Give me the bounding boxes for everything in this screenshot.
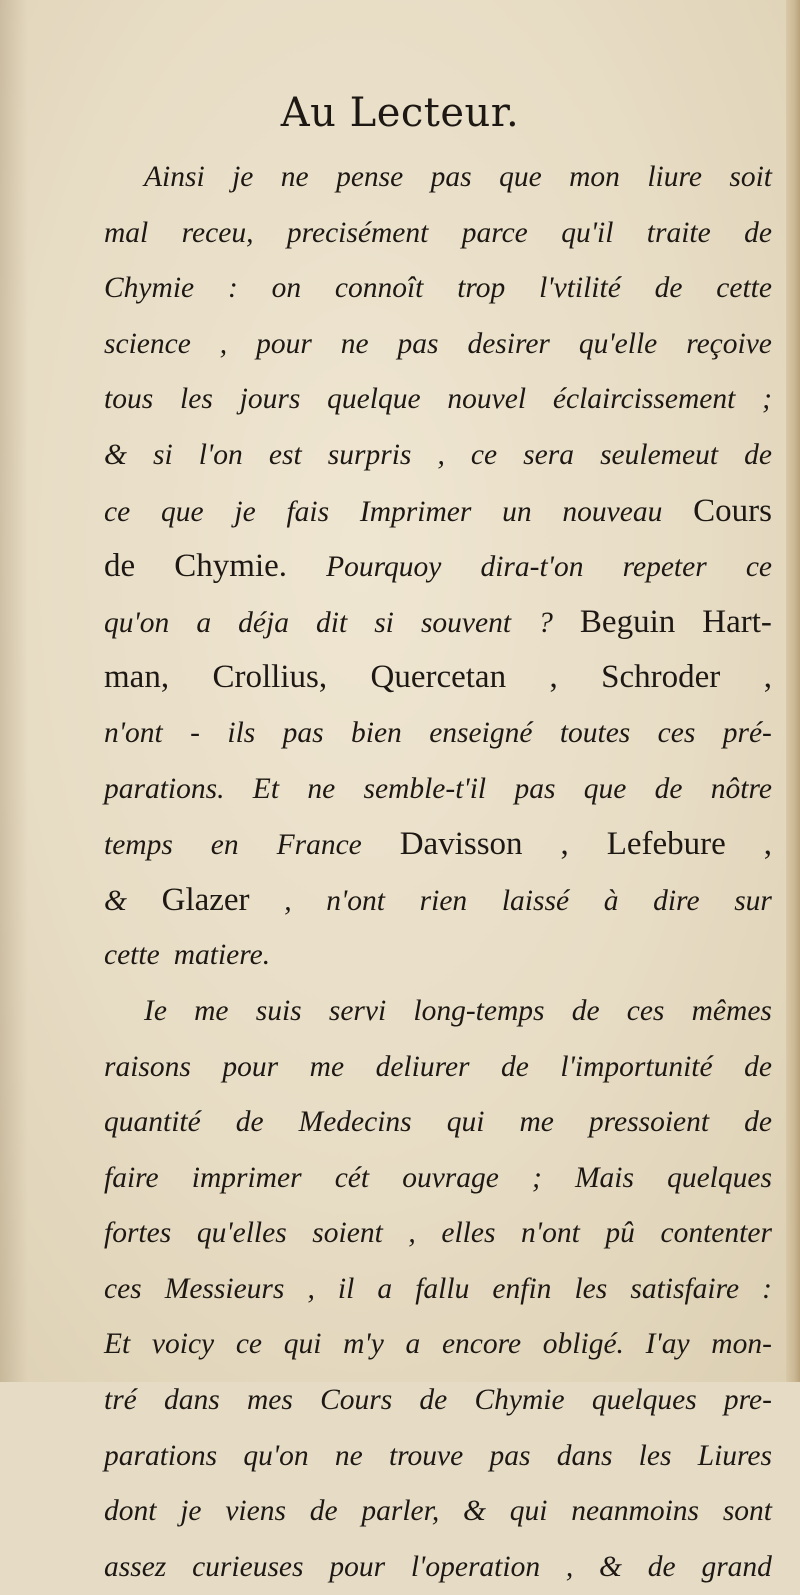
word: servi [328, 994, 387, 1027]
word: les [180, 383, 213, 416]
word: ce [470, 438, 498, 471]
text-line [104, 484, 772, 540]
word: bien [351, 716, 402, 749]
word: & [104, 884, 127, 917]
word: tous [104, 383, 154, 416]
word: un [502, 495, 532, 528]
word: , [763, 659, 772, 696]
text-line [104, 873, 772, 929]
word: l'vtilité [539, 272, 621, 305]
text-line [104, 428, 772, 484]
word: pour [329, 1550, 386, 1583]
word: Mais [574, 1161, 634, 1194]
word: grand [701, 1550, 772, 1583]
word: toutes [559, 716, 631, 749]
word: qu'on [104, 606, 170, 639]
word: m'y [343, 1328, 384, 1361]
word: Quercetan [370, 659, 507, 696]
text-line [104, 984, 772, 1040]
word: pas [514, 772, 556, 805]
word: déja [238, 606, 289, 639]
word: n'ont [104, 716, 163, 749]
word: pû [605, 1217, 635, 1250]
word: n'ont [521, 1217, 580, 1250]
text-line [104, 706, 772, 762]
word: , [560, 826, 569, 863]
text-line [104, 1373, 772, 1429]
word: curieuses [192, 1550, 304, 1583]
word: faire [104, 1161, 159, 1194]
word: parce [461, 216, 528, 249]
word: pre- [723, 1384, 772, 1417]
word: nouveau [562, 495, 663, 528]
word: qu'il [561, 216, 614, 249]
word: : [762, 1272, 772, 1305]
word: Chymie. [174, 548, 288, 585]
word: Et [104, 1328, 131, 1361]
word: ne [280, 161, 309, 193]
word: raisons [104, 1050, 191, 1083]
word: les [574, 1272, 608, 1305]
word: l'on [198, 438, 243, 471]
word: pas [282, 716, 324, 749]
word: liure [647, 161, 702, 193]
word: & [462, 1495, 486, 1528]
word: obligé. [542, 1328, 624, 1361]
word: de [571, 994, 600, 1027]
word: je [232, 161, 254, 193]
text-line [104, 1262, 772, 1318]
word: quelque [327, 383, 421, 416]
word: , [549, 659, 558, 696]
text-line [104, 261, 772, 317]
word: sur [734, 884, 772, 917]
text-line [104, 1206, 772, 1262]
word: satisfaire [630, 1272, 740, 1305]
word: voicy [151, 1328, 215, 1361]
word: encore [441, 1328, 522, 1361]
word: deliurer [375, 1050, 470, 1083]
word: Pourquoy [326, 551, 442, 584]
word: nôtre [710, 772, 772, 805]
text-line [104, 150, 772, 206]
word: viens [225, 1495, 286, 1528]
word: ils [227, 716, 256, 749]
word: Ie [144, 994, 167, 1027]
word: nouvel [447, 383, 527, 416]
word: reçoive [686, 327, 772, 360]
word: I'ay [645, 1328, 690, 1361]
word: contenter [660, 1217, 772, 1250]
word: rien [419, 884, 468, 917]
word: neanmoins [571, 1495, 700, 1528]
word: dire [653, 884, 700, 917]
word: pressoient [588, 1106, 710, 1139]
word: , [284, 884, 292, 917]
word: & [104, 438, 127, 471]
word: repeter [622, 551, 707, 584]
word: ces [657, 716, 696, 749]
word: quelques [591, 1384, 697, 1417]
word: man, [104, 659, 170, 696]
word: dira-t'on [480, 551, 584, 584]
running-header: Au Lecteur. [280, 90, 520, 136]
word: me [309, 1050, 345, 1083]
word: science [104, 327, 191, 360]
text-line [104, 817, 772, 873]
word: parations. [104, 772, 225, 805]
word: temps [104, 829, 173, 862]
word: de [419, 1384, 448, 1417]
word: n'ont [326, 884, 385, 917]
word: de [235, 1106, 264, 1139]
word: qu'elle [578, 327, 658, 360]
word: , [307, 1272, 315, 1305]
word: Lefebure [606, 826, 726, 863]
word: connoît [334, 272, 424, 305]
word: qu'on [243, 1439, 309, 1472]
word: seulemeut [600, 438, 719, 471]
text-line [104, 1040, 772, 1096]
word: quelques [667, 1161, 772, 1194]
word: traite [646, 216, 711, 249]
word: que [160, 495, 204, 528]
word: , [437, 438, 445, 471]
word: sont [722, 1495, 772, 1528]
word: , [408, 1217, 416, 1250]
word: Davisson [399, 826, 523, 863]
word: a [405, 1328, 421, 1361]
text-line [104, 1484, 772, 1540]
word: ces [104, 1272, 142, 1305]
word: ce [745, 551, 772, 584]
word: de [654, 772, 683, 805]
word: pas [489, 1439, 531, 1472]
text-line [104, 595, 772, 651]
word: ne [334, 1439, 363, 1472]
word: pense [336, 161, 404, 193]
word: soient [312, 1217, 383, 1250]
text-line [104, 206, 772, 262]
word: enfin [492, 1272, 552, 1305]
word: fortes [104, 1217, 172, 1250]
word: souvent [420, 606, 512, 639]
text-line [104, 1095, 772, 1151]
word: Glazer [161, 881, 250, 918]
word: ne [307, 772, 336, 805]
word: dont [104, 1495, 157, 1528]
word: & [599, 1550, 622, 1583]
word: je [180, 1495, 202, 1528]
word: cette [716, 272, 772, 305]
word: mon [569, 161, 620, 193]
word: Imprimer [359, 495, 472, 528]
page-edge [786, 0, 800, 1382]
word: a [196, 606, 212, 639]
word: Ainsi [144, 161, 205, 193]
word: parations [104, 1439, 218, 1472]
word: qu'elles [196, 1217, 287, 1250]
word: a [377, 1272, 393, 1305]
word: de [744, 438, 772, 471]
word: fallu [415, 1272, 470, 1305]
word: ; [762, 383, 772, 416]
word: elles [441, 1217, 496, 1250]
word: on [271, 272, 302, 305]
word: me [194, 994, 229, 1027]
word: qui [283, 1328, 322, 1361]
word: ce [235, 1328, 263, 1361]
word: long-temps [413, 994, 545, 1027]
word: que [499, 161, 542, 193]
word: Et [252, 772, 280, 805]
word: je [234, 495, 256, 528]
word: en [210, 829, 239, 862]
word: surpris [327, 438, 412, 471]
word: Liures [697, 1439, 772, 1472]
word: qui [446, 1106, 485, 1139]
word: pour [256, 327, 312, 360]
word: receu, [181, 216, 254, 249]
word: ce [104, 495, 131, 528]
word: Chymie [104, 272, 195, 305]
word: dit [316, 606, 348, 639]
word: Beguin [579, 603, 676, 640]
word: matiere. [173, 939, 271, 972]
text-line [104, 372, 772, 428]
word: pas [397, 327, 439, 360]
word: il [337, 1272, 355, 1305]
word: enseigné [429, 716, 533, 749]
word: l'operation [410, 1550, 541, 1583]
word: si [153, 438, 173, 471]
word: desirer [467, 327, 550, 360]
word: suis [255, 994, 302, 1027]
word: de [744, 1050, 772, 1083]
word: à [603, 884, 619, 917]
word: semble-t'il [363, 772, 487, 805]
word: laissé [501, 884, 570, 917]
word: trouve [388, 1439, 464, 1472]
text-line [104, 1540, 772, 1595]
word: de [744, 1106, 772, 1139]
word: de [501, 1050, 529, 1083]
word: fais [286, 495, 330, 528]
word: assez [104, 1550, 167, 1583]
word: Messieurs [164, 1272, 285, 1305]
word: ces [626, 994, 665, 1027]
text-line [104, 1151, 772, 1207]
text-line [104, 928, 772, 984]
word: ? [538, 606, 553, 639]
word: mêmes [691, 994, 772, 1027]
word: éclaircissement [552, 383, 736, 416]
word: les [638, 1439, 672, 1472]
word: Cours [320, 1384, 393, 1417]
page-gutter-shadow [0, 0, 28, 1382]
word: Schroder [601, 659, 721, 696]
word: de [104, 548, 136, 585]
word: Chymie [474, 1384, 565, 1417]
word: Medecins [298, 1106, 412, 1139]
word: , [565, 1550, 574, 1583]
word: qui [509, 1495, 548, 1528]
word: France [276, 829, 362, 862]
word: Crollius, [212, 659, 328, 696]
word: ne [340, 327, 369, 360]
text-line [104, 1429, 772, 1485]
word: cette [104, 939, 160, 972]
word: mal [104, 216, 149, 249]
word: , [219, 327, 228, 360]
word: jours [239, 383, 301, 416]
word: soit [729, 161, 772, 193]
text-line [104, 539, 772, 595]
word: ouvrage [402, 1161, 499, 1194]
word: dans [556, 1439, 613, 1472]
word: cét [334, 1161, 370, 1194]
word: Cours [693, 492, 772, 529]
word: mon- [711, 1328, 772, 1361]
word: imprimer [191, 1161, 302, 1194]
word: de [647, 1550, 676, 1583]
word: precisément [286, 216, 429, 249]
word: quantité [104, 1106, 201, 1139]
word: Hart- [702, 603, 772, 640]
word: ; [532, 1161, 542, 1194]
text-line [104, 762, 772, 818]
text-line [104, 650, 772, 706]
word: pré- [722, 716, 772, 749]
word: de [309, 1495, 338, 1528]
text-line [104, 317, 772, 373]
word: dans [164, 1384, 220, 1417]
word: parler, [361, 1495, 440, 1528]
word: est [268, 438, 302, 471]
word: me [519, 1106, 554, 1139]
body-text [104, 150, 772, 1595]
text-line [104, 1317, 772, 1373]
word: pas [430, 161, 472, 193]
word: sera [523, 438, 574, 471]
word: si [374, 606, 394, 639]
word: - [190, 716, 200, 749]
word: que [583, 772, 627, 805]
word: , [763, 826, 772, 863]
word: mes [246, 1384, 293, 1417]
word: : [227, 272, 238, 305]
word: tré [104, 1384, 137, 1417]
word: de [744, 216, 772, 249]
word: pour [222, 1050, 279, 1083]
word: trop [457, 272, 506, 305]
word: l'importunité [560, 1050, 713, 1083]
word: de [654, 272, 683, 305]
